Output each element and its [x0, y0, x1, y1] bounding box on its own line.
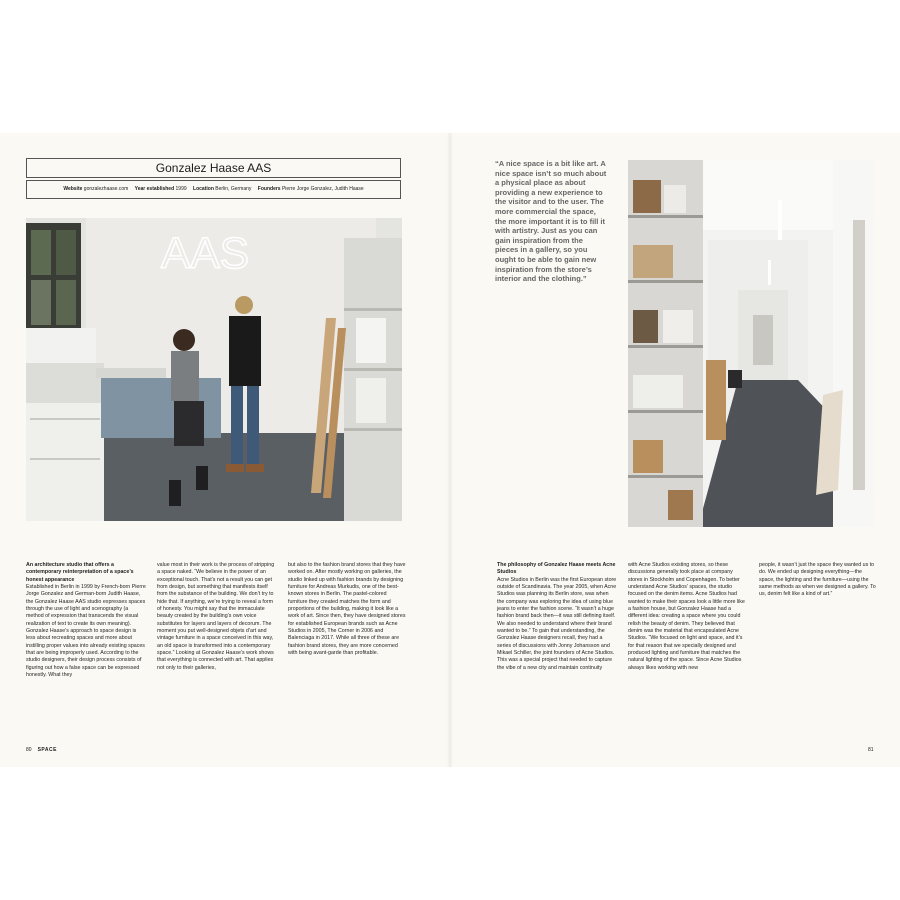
article-column-4	[497, 562, 617, 672]
column-text: with Acne Studios existing stores, so these discussions generally took place at company stores in Stockholm and Copenhagen. To better understand Acne Studios’ spaces, the studio focused on the denim items. Acne Studios had wanted to make their spaces look a little more like a fashion house, but Gonzalez Haase had a different idea: creating a space where you could relish the beauty of denim. They believed that denim was the material that encapsulated Acne Studios. “We focused on light and space, and it’s for that reason that we specially designed and produced lighting and furniture that matches the natural lighting of the space. Since Acne Studios always likes working with new	[628, 562, 745, 671]
founders-label: Founders	[257, 186, 281, 192]
column-text: Established in Berlin in 1999 by French-born Pierre Jorge Gonzalez and German-born Judith Haase, the Gonzalez Haase AAS studio expresses spaces through the use of light and scenography (a method of expression that transcends the visual realization of text to create its own meaning). Gonzalez Haase’s approach to space design is less about recreating spaces and more about instilling proper values into already existing spaces that are being improperly used. According to the studio designers, their design process consists of figuring out how a false space can be expressed honestly. What they	[26, 584, 146, 679]
column-text: value most in their work is the process of stripping a space naked. “We believe in the power of an exceptional touch. That’s not a result you can get from design, but something that manifests itself from the substance of the building. We don’t try to hide that. If anything, we’re trying to reveal a form of honesty. You might say that the immaculate beauty created by the building’s own voice substitutes for layers and layers of decorum. The moment you put well-designed objets d’art and vintage furniture in a space conceived in this way, an old space is transformed into a contemporary space.” Looking at Gonzalez Haase’s work shows that everything is connected with art. That applies not only to their galleries,	[157, 562, 275, 671]
studio-info-bar	[26, 180, 401, 199]
section-heading: An architecture studio that offers a contemporary reinterpretation of a space’s honest appearance	[26, 562, 134, 583]
page-title: Gonzalez Haase AAS	[26, 158, 401, 178]
location-label: Location	[193, 186, 214, 192]
article-column-5	[628, 562, 748, 672]
page-folio-left	[26, 747, 57, 753]
page-folio-right	[868, 747, 874, 753]
website-label: Website	[63, 186, 83, 192]
column-text: people, it wasn’t just the space they wanted us to do. We ended up designing everything—the space, the lighting and the furniture—using the same methods as when we designed a gallery. To us, denim felt like a kind of art.”	[759, 562, 876, 598]
left-page	[0, 133, 450, 767]
article-column-6	[759, 562, 877, 599]
page-number: 80	[26, 747, 32, 753]
neon-sign: AAS	[161, 229, 250, 278]
year-value: 1999	[175, 186, 187, 192]
magazine-spread	[0, 133, 900, 767]
right-page	[450, 133, 900, 767]
article-column-1	[26, 562, 146, 680]
year-label: Year established	[134, 186, 175, 192]
column-text: Acne Studios in Berlin was the first European store outside of Scandinavia. The year 2005, when Acne Studios was planning its Berlin store, was when the company was exploring the idea of using blue jeans to enter the fashion scene. “It wasn’t a huge fashion brand back then—it was still defining itself. We also needed to understand where their brand wanted to be.” To gain that understanding, the Gonzalez Haase designers recall, they had a series of discussions with Jonny Johansson and Mikael Schiller, the joint founders of Acne Studios. This was a special project that needed to capture the vibe of a new city and maintain continuity	[497, 576, 617, 671]
website-value: gonzalezhaase.com	[83, 186, 129, 192]
article-column-3	[288, 562, 406, 657]
location-value: Berlin, Germany	[215, 186, 252, 192]
section-heading: The philosophy of Gonzalez Haase meets Acne Studios	[497, 562, 616, 576]
section-name: SPACE	[37, 747, 57, 753]
store-interior-illustration	[628, 160, 874, 527]
page-number: 81	[868, 747, 874, 753]
founders-photo-illustration	[26, 218, 402, 521]
pull-quote: “A nice space is a bit like art. A nice space isn’t so much about a physical place as about providing a new experience to the visitor and to the user. The more commercial the space, the more important it is to fill it with artistry. Just as you can gain inspiration from the pieces in a gallery, so you ought to be able to gain new inspiration from the store’s interior and the clothing.”	[495, 159, 607, 284]
article-column-2	[157, 562, 277, 672]
founders-photo	[26, 218, 402, 521]
founders-value: Pierre Jorge Gonzalez, Judith Haase	[281, 186, 364, 192]
column-text: but also to the fashion brand stores that they have worked on. After mostly working on galleries, the studio linked up with fashion brands by designing furniture for Andreas Murkudis, one of the best-known stores in Berlin. The pastel-colored furniture they created matches the form and proportions of the building, making it look like a work of art. Since then, they have designed stores for established European brands such as Acne Studios in 2005, The Corner in 2006 and Balenciaga in 2017. While all three of these are fashion brand stores, they are more concerned with being avant-garde than profitable.	[288, 562, 406, 657]
store-interior-photo	[628, 160, 874, 527]
